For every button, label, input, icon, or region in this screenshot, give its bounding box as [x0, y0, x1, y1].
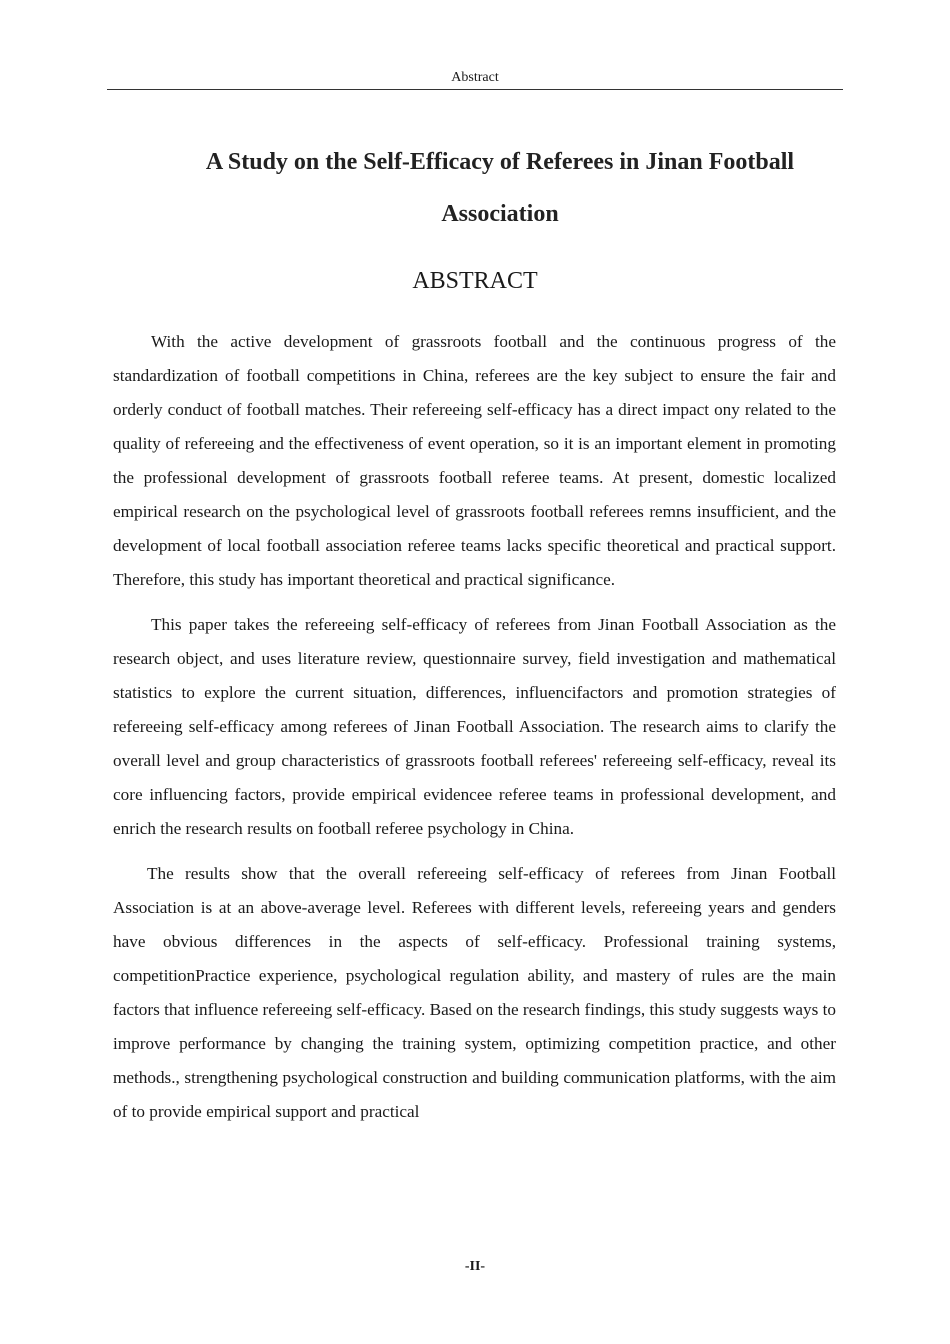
abstract-body [113, 325, 836, 1140]
abstract-paragraph: The results show that the overall refereeing self-efficacy of referees from Jinan Football Association is at an above-average level. Referees with different levels, refereeing years and genders have obvious differences in the aspects of self-efficacy. Professional training systems, competitionPractice experience, psychological regulation ability, and mastery of rules are the main factors that influence refereeing self-efficacy. Based on the research findings, this study suggests ways to improve performance by changing the training system, optimizing competition practice, and other methods., strengthening psychological construction and building communication platforms, with the aim of to provide empirical support and practical [113, 864, 836, 1121]
section-heading: ABSTRACT [412, 268, 538, 294]
page-number: -II- [464, 1259, 486, 1274]
paper-title: A Study on the Self-Efficacy of Referees in Jinan Football Association [205, 149, 795, 227]
abstract-paragraph: This paper takes the refereeing self-efficacy of referees from Jinan Football Association as the research object, and uses literature review, questionnaire survey, field investigation and mathematical statistics to explore the current situation, differences, influencifactors and promotion strategies of refereeing self-efficacy among referees of Jinan Football Association. The research aims to clarify the overall level and group characteristics of grassroots football referees' refereeing self-efficacy, reveal its core influencing factors, provide empirical evidencee referee teams in professional development, and enrich the research results on football referee psychology in China. [113, 615, 836, 838]
running-header: Abstract [107, 69, 843, 90]
abstract-paragraph: With the active development of grassroots football and the continuous progress of the standardization of football competitions in China, referees are the key subject to ensure the fair and orderly conduct of football matches. Their refereeing self-efficacy has a direct impact ony related to the quality of refereeing and the effectiveness of event operation, so it is an important element in promoting the professional development of grassroots football referee teams. At present, domestic localized empirical research on the psychological level of grassroots football referees remns insufficient, and the development of local football association referee teams lacks specific theoretical and practical support. Therefore, this study has important theoretical and practical significance. [113, 332, 836, 589]
